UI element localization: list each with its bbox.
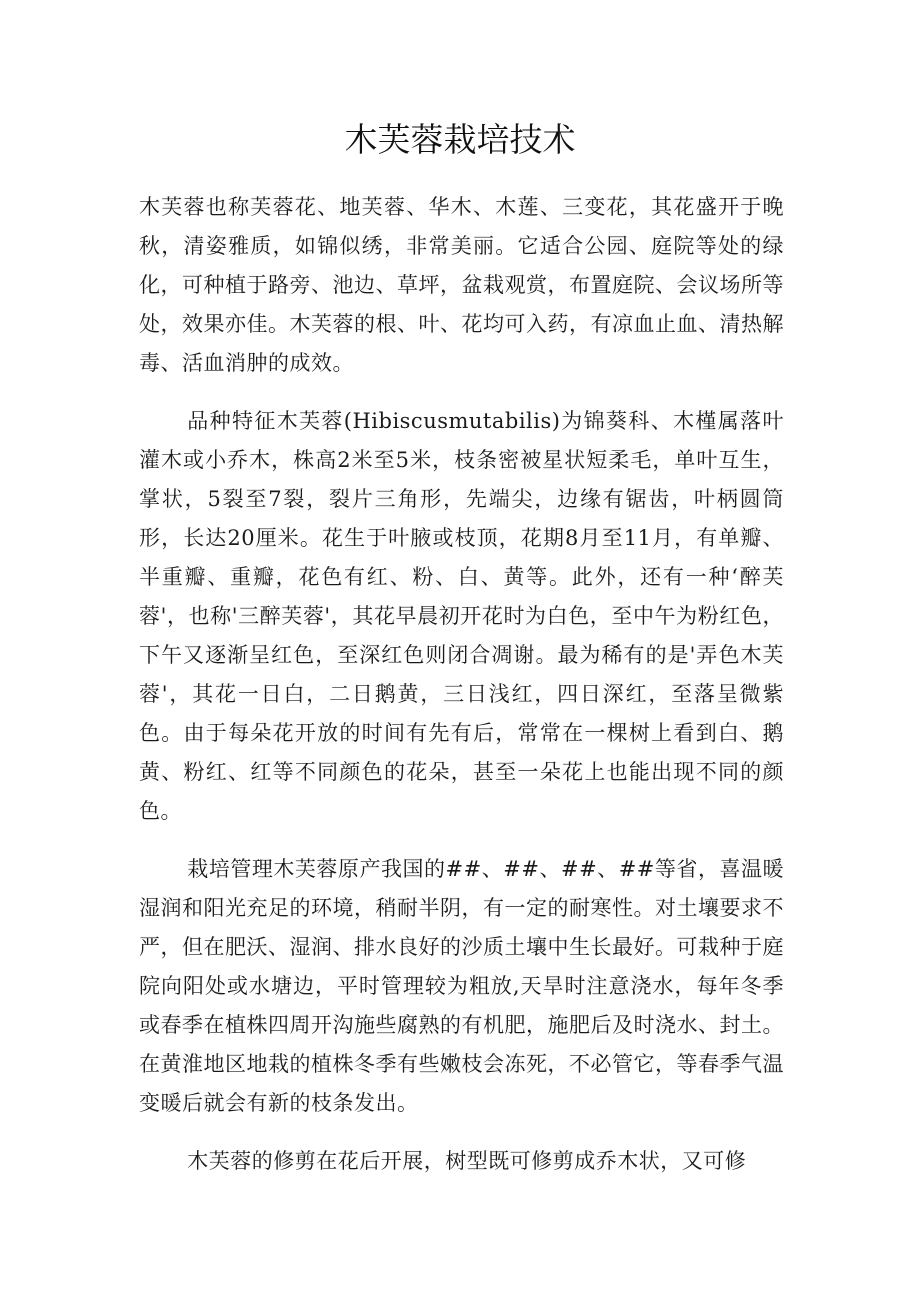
paragraph-variety-features: 品种特征木芙蓉(Hibiscusmutabilis)为锦葵科、木槿属落叶灌木或小乔木，株高2米至5米，枝条密被星状短柔毛，单叶互生，掌状，5裂至7裂，裂片三角形，先端尖，边缘有锯齿，叶柄圆筒形，长达20厘米。花生于叶腋或枝顶，花期8月至11月，有单瓣、半重瓣、重瓣，花色有红、粉、白、黄等。此外，还有一种‘醉芙蓉'，也称'三醉芙蓉'，其花早晨初开花时为白色，至中午为粉红色，下午又逐渐呈红色，至深红色则闭合凋谢。最为稀有的是'弄色木芙蓉'，其花一日白，二日鹅黄，三日浅红，四日深红，至落呈微紫色。由于每朵花开放的时间有先有后，常常在一棵树上看到白、鹅黄、粉红、红等不同颜色的花朵，甚至一朵花上也能出现不同的颜色。 — [139, 409, 784, 823]
document-body — [139, 188, 784, 1181]
paragraph-intro: 木芙蓉也称芙蓉花、地芙蓉、华木、木莲、三变花，其花盛开于晚秋，清姿雅质，如锦似绣，非常美丽。它适合公园、庭院等处的绿化，可种植于路旁、池边、草坪，盆栽观赏，布置庭院、会议场所等处，效果亦佳。木芙蓉的根、叶、花均可入药，有凉血止血、清热解毒、活血消肿的成效。 — [139, 195, 784, 375]
document-title: 木芙蓉栽培技术 — [344, 120, 576, 159]
paragraph-cultivation-management: 栽培管理木芙蓉原产我国的##、##、##、##等省，喜温暖湿润和阳光充足的环境，稍耐半阴，有一定的耐寒性。对土壤要求不严，但在肥沃、湿润、排水良好的沙质土壤中生长最好。可栽种于庭院向阳处或水塘边，平时管理较为粗放,天旱时注意浇水，每年冬季或春季在植株四周开沟施些腐熟的有机肥，施肥后及时浇水、封土。在黄淮地区地栽的植株冬季有些嫩枝会冻死，不必管它，等春季气温变暖后就会有新的枝条发出。 — [139, 857, 784, 1115]
paragraph-pruning: 木芙蓉的修剪在花后开展，树型既可修剪成乔木状，又可修 — [187, 1149, 747, 1173]
